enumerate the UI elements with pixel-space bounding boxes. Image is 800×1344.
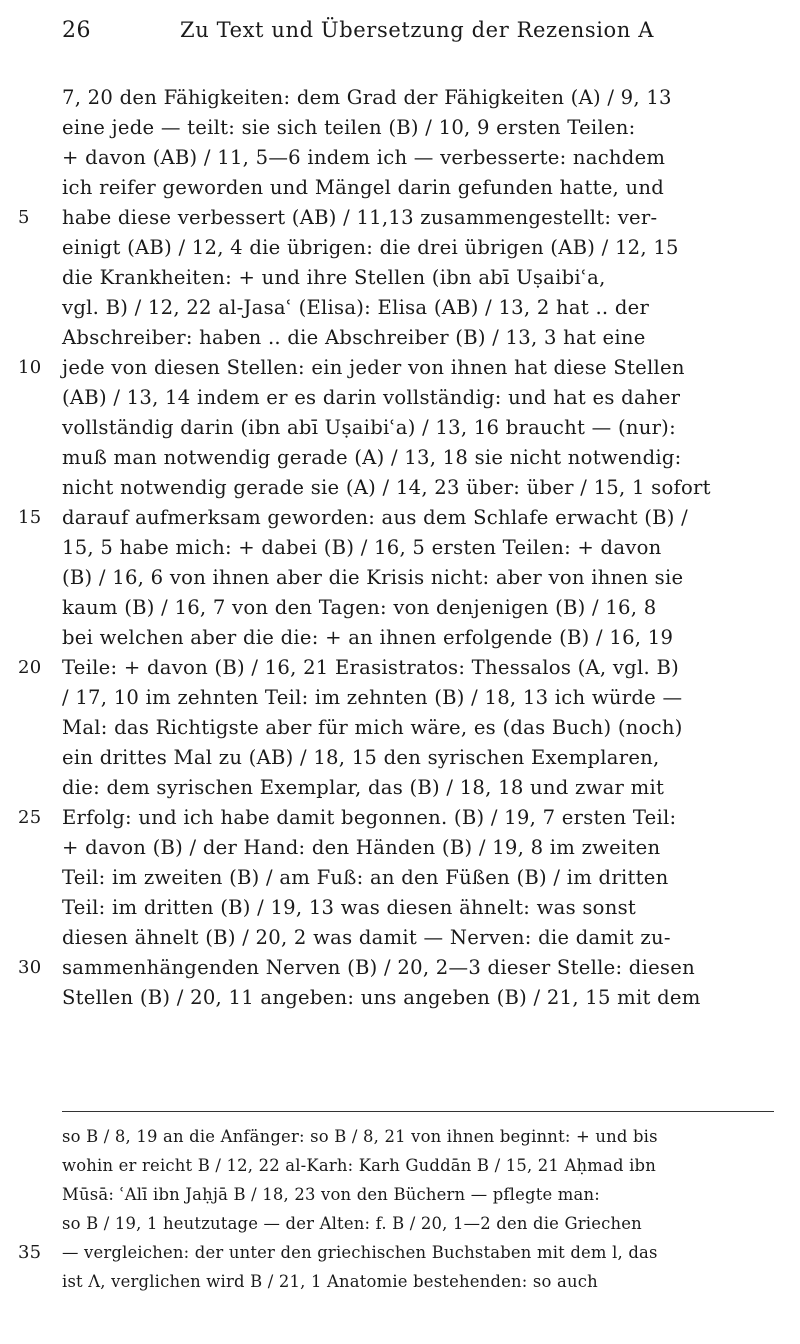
line-text: Mal: das Richtigste aber für mich wäre, es (das Buch) (noch) bbox=[62, 716, 683, 739]
main-text bbox=[0, 83, 800, 1013]
line-number: 25 bbox=[18, 807, 42, 828]
text-line bbox=[0, 743, 800, 773]
text-line bbox=[0, 833, 800, 863]
line-text: sammenhängenden Nerven (B) / 20, 2—3 dieser Stelle: diesen bbox=[62, 956, 695, 979]
footnote-text: — vergleichen: der unter den griechischen Buchstaben mit dem l, das bbox=[62, 1243, 658, 1262]
footnote-text: ist Λ, verglichen wird B / 21, 1 Anatomie bestehenden: so auch bbox=[62, 1272, 598, 1291]
text-line bbox=[0, 323, 800, 353]
line-text: darauf aufmerksam geworden: aus dem Schlafe erwacht (B) / bbox=[62, 506, 688, 529]
line-text: Teil: im dritten (B) / 19, 13 was diesen ähnelt: was sonst bbox=[62, 896, 637, 919]
text-line bbox=[0, 923, 800, 953]
line-text: (B) / 16, 6 von ihnen aber die Krisis nicht: aber von ihnen sie bbox=[62, 566, 684, 589]
text-line bbox=[0, 593, 800, 623]
line-text: kaum (B) / 16, 7 von den Tagen: von denjenigen (B) / 16, 8 bbox=[62, 596, 657, 619]
text-line bbox=[0, 653, 800, 683]
text-line bbox=[0, 143, 800, 173]
footnote-line bbox=[0, 1151, 800, 1180]
footnote-line bbox=[0, 1209, 800, 1238]
line-number: 20 bbox=[18, 657, 42, 678]
line-number: 30 bbox=[18, 957, 42, 978]
line-text: ein drittes Mal zu (AB) / 18, 15 den syrischen Exemplaren, bbox=[62, 746, 660, 769]
footnote-text: wohin er reicht B / 12, 22 al-Karh: Karh Guddān B / 15, 21 Aḥmad ibn bbox=[62, 1156, 656, 1175]
text-line bbox=[0, 203, 800, 233]
line-text: Abschreiber: haben .. die Abschreiber (B) / 13, 3 hat eine bbox=[62, 326, 646, 349]
line-text: diesen ähnelt (B) / 20, 2 was damit — Nerven: die damit zu- bbox=[62, 926, 671, 949]
footnote-line bbox=[0, 1238, 800, 1267]
footnote-rule bbox=[62, 1111, 774, 1112]
line-text: Teile: + davon (B) / 16, 21 Erasistratos: Thessalos (A, vgl. B) bbox=[62, 656, 679, 679]
text-line bbox=[0, 473, 800, 503]
text-line bbox=[0, 443, 800, 473]
text-line bbox=[0, 863, 800, 893]
text-line bbox=[0, 563, 800, 593]
line-number: 5 bbox=[18, 207, 30, 228]
line-number: 35 bbox=[18, 1242, 42, 1263]
line-text: jede von diesen Stellen: ein jeder von ihnen hat diese Stellen bbox=[62, 356, 685, 379]
line-text: / 17, 10 im zehnten Teil: im zehnten (B) / 18, 13 ich würde — bbox=[62, 686, 683, 709]
text-line bbox=[0, 773, 800, 803]
text-line bbox=[0, 803, 800, 833]
line-text: nicht notwendig gerade sie (A) / 14, 23 über: über / 15, 1 sofort bbox=[62, 476, 711, 499]
line-text: muß man notwendig gerade (A) / 13, 18 sie nicht notwendig: bbox=[62, 446, 682, 469]
text-line bbox=[0, 293, 800, 323]
line-text: eine jede — teilt: sie sich teilen (B) / 10, 9 ersten Teilen: bbox=[62, 116, 636, 139]
text-line bbox=[0, 233, 800, 263]
line-text: + davon (AB) / 11, 5—6 indem ich — verbesserte: nachdem bbox=[62, 146, 666, 169]
line-text: Teil: im zweiten (B) / am Fuß: an den Füßen (B) / im dritten bbox=[62, 866, 669, 889]
line-text: ich reifer geworden und Mängel darin gefunden hatte, und bbox=[62, 176, 665, 199]
line-text: bei welchen aber die die: + an ihnen erfolgende (B) / 16, 19 bbox=[62, 626, 674, 649]
running-head: Zu Text und Übersetzung der Rezension A bbox=[180, 18, 654, 42]
page-header bbox=[62, 18, 772, 54]
page-number: 26 bbox=[62, 18, 91, 43]
line-text: (AB) / 13, 14 indem er es darin vollständig: und hat es daher bbox=[62, 386, 681, 409]
text-line bbox=[0, 263, 800, 293]
line-text: die Krankheiten: + und ihre Stellen (ibn abī Uṣaibiʿa, bbox=[62, 266, 606, 289]
footnote-text: so B / 8, 19 an die Anfänger: so B / 8, 21 von ihnen beginnt: + und bis bbox=[62, 1127, 658, 1146]
line-text: Stellen (B) / 20, 11 angeben: uns angeben (B) / 21, 15 mit dem bbox=[62, 986, 701, 1009]
text-line bbox=[0, 533, 800, 563]
text-line bbox=[0, 113, 800, 143]
text-line bbox=[0, 83, 800, 113]
line-text: die: dem syrischen Exemplar, das (B) / 18, 18 und zwar mit bbox=[62, 776, 665, 799]
text-line bbox=[0, 953, 800, 983]
line-text: Erfolg: und ich habe damit begonnen. (B) / 19, 7 ersten Teil: bbox=[62, 806, 677, 829]
footnote-line bbox=[0, 1122, 800, 1151]
footnotes bbox=[0, 1122, 800, 1296]
text-line bbox=[0, 503, 800, 533]
line-text: 7, 20 den Fähigkeiten: dem Grad der Fähigkeiten (A) / 9, 13 bbox=[62, 86, 672, 109]
footnote-text: so B / 19, 1 heutzutage — der Alten: f. B / 20, 1—2 den die Griechen bbox=[62, 1214, 642, 1233]
text-line bbox=[0, 623, 800, 653]
text-line bbox=[0, 713, 800, 743]
line-number: 10 bbox=[18, 357, 42, 378]
text-line bbox=[0, 893, 800, 923]
line-text: einigt (AB) / 12, 4 die übrigen: die drei übrigen (AB) / 12, 15 bbox=[62, 236, 679, 259]
text-line bbox=[0, 383, 800, 413]
footnote-line bbox=[0, 1180, 800, 1209]
text-line bbox=[0, 173, 800, 203]
text-line bbox=[0, 413, 800, 443]
text-line bbox=[0, 683, 800, 713]
text-line bbox=[0, 353, 800, 383]
line-text: + davon (B) / der Hand: den Händen (B) / 19, 8 im zweiten bbox=[62, 836, 661, 859]
line-text: vgl. B) / 12, 22 al-Jasaʿ (Elisa): Elisa (AB) / 13, 2 hat .. der bbox=[62, 296, 650, 319]
footnote-line bbox=[0, 1267, 800, 1296]
line-text: 15, 5 habe mich: + dabei (B) / 16, 5 ersten Teilen: + davon bbox=[62, 536, 662, 559]
line-text: vollständig darin (ibn abī Uṣaibiʿa) / 13, 16 braucht — (nur): bbox=[62, 416, 676, 439]
text-line bbox=[0, 983, 800, 1013]
line-text: habe diese verbessert (AB) / 11,13 zusammengestellt: ver- bbox=[62, 206, 658, 229]
footnote-text: Mūsā: ʿAlī ibn Jaḥjā B / 18, 23 von den Büchern — pflegte man: bbox=[62, 1185, 600, 1204]
line-number: 15 bbox=[18, 507, 42, 528]
